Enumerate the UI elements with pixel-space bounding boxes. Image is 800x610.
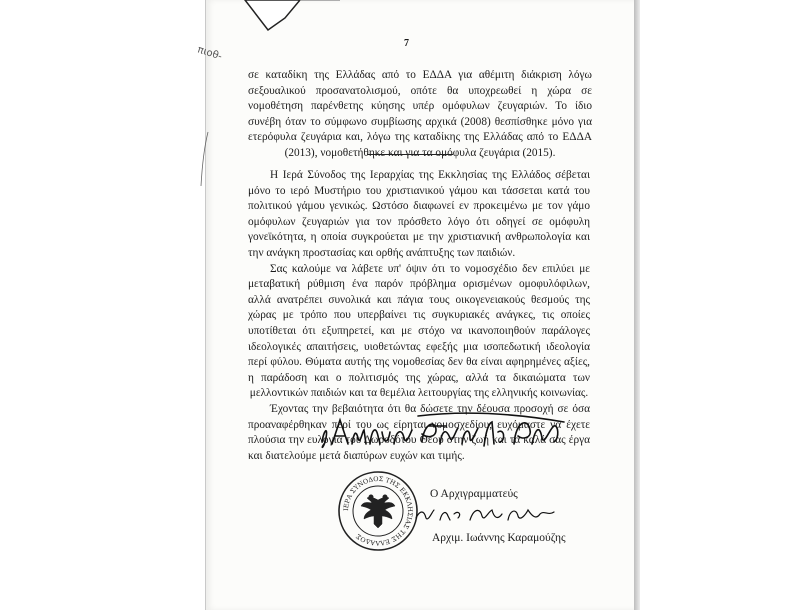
double-headed-eagle-icon [361,495,395,528]
page-number: 7 [404,38,409,49]
page-edge-shadow [634,0,640,610]
intro-paragraph [248,68,592,162]
archbishop-signature [318,408,568,456]
edge-scribble: πιοθ- [195,44,224,63]
secretary-name: Αρχιμ. Ιωάννης Καραμούζης [432,532,566,544]
section-divider [367,154,453,155]
secretary-title: Ο Αρχιγραμματεύς [430,488,518,500]
body-paragraph-3: Έχοντας την βεβαιότητα ότι θα δώσετε την δέουσα προσοχή σε όσα προαναφέρθηκαν περί του ως είρηται νομοσχεδίου, ευχόμαστε να έχετε πλούσια την ευλογία του Δωροδότου Θεού στην ζωή και τα καλά σας έργα και διατελούμε μετά διαπύρων ευχών και τιμής. [248,402,590,462]
body-paragraph-2: Σας καλούμε να λάβετε υπ' όψιν ότι το νομοσχέδιο δεν επιλύει με μεταβατική ρύθμιση ένα παρόν πρόβλημα ορισμένων ομοφυλόφιλων, αλλά ανατρέπει συνολικά και πάγια τους οικογενειακούς θεσμούς της χώρας με τρόπο που υπερβαίνει τις συγκυριακές ανάγκες, τις οποίες υποτίθεται ότι εξυπηρετεί, και με στόχο να ικανοποιηθούν παράλογες ιδεολογικές απαιτήσεις, υιοθετώντας εφεξής μια ισοπεδωτική ιδεολογία περί φύλου. Θύματα αυτής της νομοθεσίας δεν θα είναι αφηρημένες αξίες, η παράδοση και ο πολιτισμός της χώρας, αλλά τα δικαιώματα των μελλοντικών παιδιών και τα θεμέλια λειτουργίας της ελληνικής κοινωνίας. [248,262,590,400]
intro-paragraph-text: σε καταδίκη της Ελλάδας από το ΕΔΔΑ για αθέμιτη διάκριση λόγω σεξουαλικού προσανατολισμού, οπότε θα υποχρεωθεί η χώρα σε νομοθέτηση παρένθετης κύησης υπέρ ομόφυλων ζευγαριών. Το ίδιο συνέβη όταν το σύμφωνο συμβίωσης αρχικά (2008) θεσπίσθηκε μόνο για ετερόφυλα ζευγάρια και, λόγω της καταδίκης της Ελλάδας από το ΕΔΔΑ (2013), νομοθετήθηκε και για τα ομόφυλα ζευγάρια (2015). [248,69,592,159]
body-paragraph-1: Η Ιερά Σύνοδος της Ιεραρχίας της Εκκλησίας της Ελλάδος σέβεται μόνο το ιερό Μυστήριο του χριστιανικού γάμου και τάσσεται κατά του πολιτικού γάμου γενικώς. Ωστόσο διαφωνεί εν προκειμένω με τον γάμο ομόφυλων ζευγαριών για τον πρόσθετο λόγο ότι οδηγεί σε ομόφυλη γονεϊκότητα, η οποία συγκρούεται με την χριστιανική ανθρωπολογία και την ανάγκη προστασίας και ορθής ανάπτυξης των παιδιών. [248,169,590,259]
secretary-signature [414,504,564,524]
holy-synod-seal [337,470,419,552]
seal-text-path: ΙΕΡΑ ΣΥΝΟΔΟΣ ΤΗΣ ΕΚΚΛΗΣΙΑΣ ΤΗΣ ΕΛΛΑΔΟΣ [341,474,415,548]
margin-mark [198,128,212,188]
